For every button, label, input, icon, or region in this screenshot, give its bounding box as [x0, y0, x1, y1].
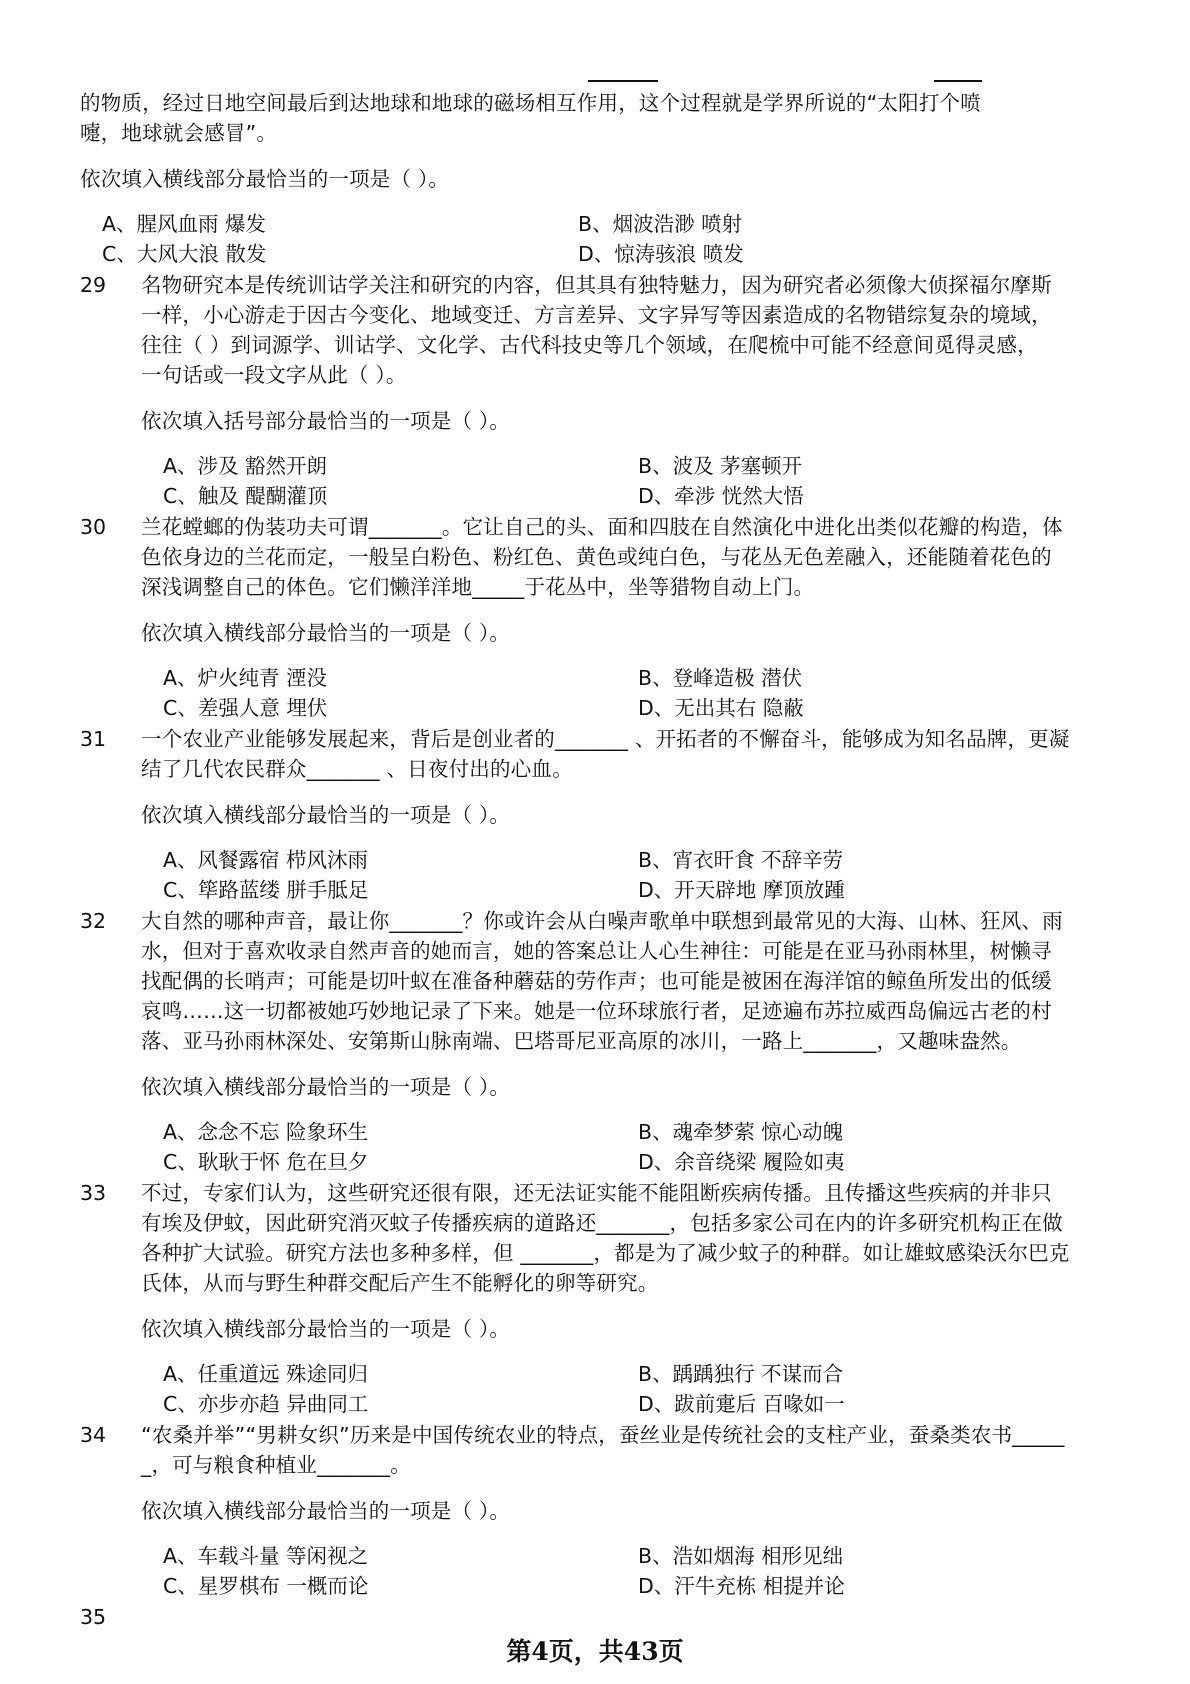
- q33-line-3: 各种扩大试验。研究方法也多种多样，但 _______，都是为了减少蚊子的种群。如让雄蚊感染沃尔巴克: [141, 1241, 1070, 1265]
- q33-option-a[interactable]: A、任重道远 殊途同归: [163, 1362, 369, 1386]
- q31-line-2: 结了几代农民群众_______ 、日夜付出的心血。: [141, 757, 573, 781]
- q29-line-4: 一句话或一段文字从此（ ）。: [141, 363, 407, 387]
- q32-line-4: 哀鸣……这一切都被她巧妙地记录了下来。她是一位环球旅行者，足迹遍布苏拉威西岛偏远古老的村: [141, 999, 1052, 1023]
- q32-line-5: 落、亚马孙雨林深处、安第斯山脉南端、巴塔哥尼亚高原的冰川，一路上_______，又趣味盎然。: [141, 1029, 1022, 1053]
- q32-option-c[interactable]: C、耿耿于怀 危在旦夕: [163, 1150, 369, 1174]
- q33-line-4: 氏体，从而与野生种群交配后产生不能孵化的卵等研究。: [141, 1271, 659, 1295]
- q32-option-a[interactable]: A、念念不忘 险象环生: [163, 1120, 369, 1144]
- intro-option-d[interactable]: D、惊涛骇浪 喷发: [578, 242, 744, 266]
- q33-option-c[interactable]: C、亦步亦趋 异曲同工: [163, 1392, 369, 1416]
- intro-line-2: 嚏，地球就会感冒”。: [80, 121, 278, 145]
- question-number: 30: [80, 515, 107, 539]
- q33-line-2: 有埃及伊蚊，因此研究消灭蚊子传播疾病的道路还_______，包括多家公司在内的许多研究机构正在做: [141, 1211, 1063, 1235]
- intro-option-b[interactable]: B、烟波浩渺 喷射: [578, 212, 743, 236]
- q34-line-2: _，可与粮食种植业_______。: [141, 1453, 411, 1477]
- q34-option-c[interactable]: C、星罗棋布 一概而论: [163, 1574, 369, 1598]
- q30-option-c[interactable]: C、差强人意 埋伏: [163, 696, 328, 720]
- top-blank-2: [934, 80, 982, 82]
- question-number: 33: [80, 1181, 107, 1205]
- q31-option-c[interactable]: C、筚路蓝缕 胼手胝足: [163, 878, 369, 902]
- q29-line-3: 往往（ ）到词源学、训诂学、文化学、古代科技史等几个领域，在爬梳中可能不经意间觅得灵感，: [141, 333, 1038, 357]
- q30-line-1: 兰花螳螂的伪装功夫可谓_______。它让自己的头、面和四肢在自然演化中进化出类似花瓣的构造，体: [141, 515, 1063, 539]
- q32-line-1: 大自然的哪种声音，最让你_______？你或许会从白噪声歌单中联想到最常见的大海、山林、狂风、雨: [141, 909, 1063, 933]
- q34-option-b[interactable]: B、浩如烟海 相形见绌: [638, 1544, 844, 1568]
- q32-option-b[interactable]: B、魂牵梦萦 惊心动魄: [638, 1120, 844, 1144]
- question-number: 34: [80, 1423, 107, 1447]
- q33-line-1: 不过，专家们认为，这些研究还很有限，还无法证实能不能阻断疾病传播。且传播这些疾病的并非只: [141, 1181, 1052, 1205]
- q34-prompt: 依次填入横线部分最恰当的一项是（ ）。: [141, 1499, 511, 1523]
- page-footer: 第4页，共43页: [506, 1637, 684, 1666]
- intro-line-1: 的物质，经过日地空间最后到达地球和地球的磁场相互作用，这个过程就是学界所说的“太阳打个喷: [80, 91, 981, 115]
- q31-line-1: 一个农业产业能够发展起来，背后是创业者的_______ 、开拓者的不懈奋斗，能够成为知名品牌，更凝: [141, 727, 1070, 751]
- q31-option-a[interactable]: A、风餐露宿 栉风沐雨: [163, 848, 369, 872]
- q32-prompt: 依次填入横线部分最恰当的一项是（ ）。: [141, 1075, 511, 1099]
- q30-option-b[interactable]: B、登峰造极 潜伏: [638, 666, 803, 690]
- q31-option-d[interactable]: D、开天辟地 摩顶放踵: [638, 878, 845, 902]
- question-number: 29: [80, 273, 107, 297]
- q30-line-3: 深浅调整自己的体色。它们懒洋洋地_____于花丛中，坐等猎物自动上门。: [141, 575, 815, 599]
- question-number: 35: [80, 1605, 107, 1629]
- question-number: 31: [80, 727, 107, 751]
- intro-prompt: 依次填入横线部分最恰当的一项是（ ）。: [80, 167, 450, 191]
- q29-line-2: 一样，小心游走于因古今变化、地域变迁、方言差异、文字异写等因素造成的名物错综复杂的境域，: [141, 303, 1052, 327]
- q33-prompt: 依次填入横线部分最恰当的一项是（ ）。: [141, 1317, 511, 1341]
- q29-option-a[interactable]: A、涉及 豁然开朗: [163, 454, 328, 478]
- q30-prompt: 依次填入横线部分最恰当的一项是（ ）。: [141, 621, 511, 645]
- top-blank-1: [588, 80, 658, 82]
- q33-option-d[interactable]: D、跋前疐后 百喙如一: [638, 1392, 845, 1416]
- intro-option-c[interactable]: C、大风大浪 散发: [102, 242, 267, 266]
- intro-option-a[interactable]: A、腥风血雨 爆发: [102, 212, 267, 236]
- q30-option-a[interactable]: A、炉火纯青 湮没: [163, 666, 328, 690]
- q29-option-d[interactable]: D、牵涉 恍然大悟: [638, 484, 804, 508]
- q29-line-1: 名物研究本是传统训诂学关注和研究的内容，但其具有独特魅力，因为研究者必须像大侦探福尔摩斯: [141, 273, 1052, 297]
- q33-option-b[interactable]: B、踽踽独行 不谋而合: [638, 1362, 844, 1386]
- q31-option-b[interactable]: B、宵衣旰食 不辞辛劳: [638, 848, 844, 872]
- q34-option-a[interactable]: A、车载斗量 等闲视之: [163, 1544, 369, 1568]
- q32-option-d[interactable]: D、余音绕梁 履险如夷: [638, 1150, 845, 1174]
- q34-option-d[interactable]: D、汗牛充栋 相提并论: [638, 1574, 845, 1598]
- q29-option-c[interactable]: C、触及 醍醐灌顶: [163, 484, 328, 508]
- q29-option-b[interactable]: B、波及 茅塞顿开: [638, 454, 803, 478]
- q31-prompt: 依次填入横线部分最恰当的一项是（ ）。: [141, 803, 511, 827]
- q30-option-d[interactable]: D、无出其右 隐蔽: [638, 696, 804, 720]
- q29-prompt: 依次填入括号部分最恰当的一项是（ ）。: [141, 409, 511, 433]
- q30-line-2: 色依身边的兰花而定，一般呈白粉色、粉红色、黄色或纯白色，与花丛无色差融入，还能随着花色的: [141, 545, 1052, 569]
- q32-line-2: 水，但对于喜欢收录自然声音的她而言，她的答案总让人心生神往：可能是在亚马孙雨林里，树懒寻: [141, 939, 1052, 963]
- question-number: 32: [80, 909, 107, 933]
- q34-line-1: “农桑并举”“男耕女织”历来是中国传统农业的特点，蚕丝业是传统社会的支柱产业，蚕桑类农书_____: [141, 1423, 1065, 1447]
- q32-line-3: 找配偶的长哨声；可能是切叶蚁在准备种蘑菇的劳作声；也可能是被困在海洋馆的鲸鱼所发出的低缓: [141, 969, 1052, 993]
